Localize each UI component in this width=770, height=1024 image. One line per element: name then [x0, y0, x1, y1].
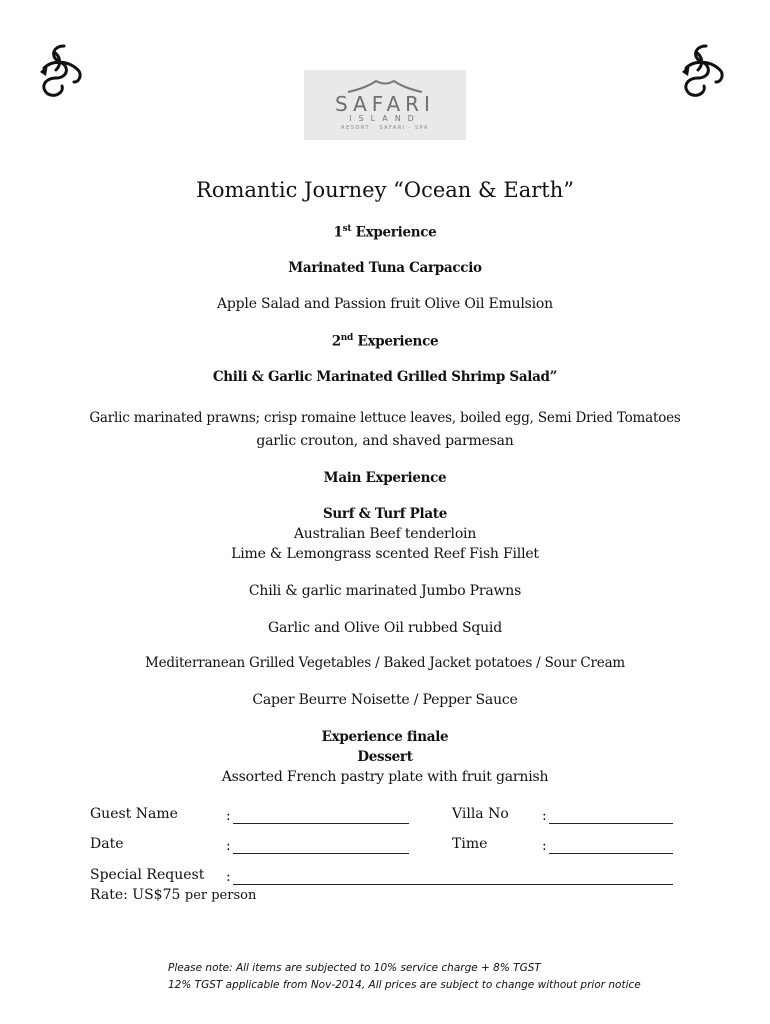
experience-1-number: 1 — [333, 224, 343, 241]
main-experience-heading: Main Experience — [323, 470, 447, 486]
main-item: Caper Beurre Noisette / Pepper Sauce — [252, 692, 518, 708]
logo-tagline: RESORT · SAFARI · SPA — [341, 125, 429, 131]
dish-2-description-line-2: garlic crouton, and shaved parmesan — [256, 433, 514, 449]
date-colon: : — [226, 838, 231, 854]
time-colon: : — [542, 838, 547, 854]
logo-sub: ISLAND — [349, 114, 421, 123]
experience-2-number: 2 — [331, 333, 341, 350]
guest-name-field[interactable] — [233, 823, 409, 824]
experience-1-heading — [0, 224, 770, 241]
special-request-label: Special Request — [90, 867, 205, 883]
dish-1-name: Marinated Tuna Carpaccio — [288, 260, 482, 276]
special-request-colon: : — [226, 869, 231, 885]
rate-value: US$75 — [132, 887, 181, 903]
logo — [304, 70, 466, 140]
ornament-left-icon — [34, 42, 86, 98]
date-label: Date — [90, 836, 124, 852]
villa-no-field[interactable] — [549, 823, 673, 824]
special-request-field[interactable] — [233, 884, 673, 885]
guest-name-colon: : — [226, 808, 231, 824]
experience-2-suffix: nd — [340, 333, 354, 343]
main-item: Chili & garlic marinated Jumbo Prawns — [248, 583, 522, 599]
rate — [90, 887, 256, 903]
finale-heading: Experience finale — [321, 729, 449, 745]
main-item: Lime & Lemongrass scented Reef Fish Fillet — [231, 546, 539, 562]
date-field[interactable] — [233, 853, 409, 854]
villa-no-label: Villa No — [452, 806, 509, 822]
logo-word: SAFARI — [335, 92, 435, 116]
dessert-description: Assorted French pastry plate with fruit garnish — [221, 769, 549, 785]
main-item: Garlic and Olive Oil rubbed Squid — [268, 620, 502, 636]
dish-2-name: Chili & Garlic Marinated Grilled Shrimp Salad” — [212, 369, 558, 385]
rate-label: Rate: — [90, 887, 128, 903]
villa-no-colon: : — [542, 808, 547, 824]
rate-unit: per person — [184, 888, 257, 903]
main-item: Australian Beef tenderloin — [293, 526, 477, 542]
dish-1-description: Apple Salad and Passion fruit Olive Oil Emulsion — [217, 296, 553, 312]
dessert-heading: Dessert — [357, 749, 413, 765]
menu-title: Romantic Journey “Ocean & Earth” — [196, 178, 574, 202]
note-line-2: 12% TGST applicable from Nov-2014, All prices are subject to change without prior notice — [168, 979, 641, 991]
guest-name-label: Guest Name — [90, 806, 178, 822]
experience-1-suffix: st — [342, 224, 352, 234]
experience-2-heading — [0, 333, 770, 350]
experience-2-label: Experience — [357, 333, 439, 350]
main-item: Mediterranean Grilled Vegetables / Baked Jacket potatoes / Sour Cream — [144, 655, 626, 671]
experience-1-label: Experience — [355, 224, 437, 241]
time-label: Time — [452, 836, 488, 852]
ornament-right-icon — [676, 42, 728, 98]
note-line-1: Please note: All items are subjected to 10% service charge + 8% TGST — [168, 962, 541, 974]
dish-2-description-line-1: Garlic marinated prawns; crisp romaine lettuce leaves, boiled egg, Semi Dried Tomatoes — [89, 410, 681, 426]
main-dish-name: Surf & Turf Plate — [322, 506, 448, 522]
time-field[interactable] — [549, 853, 673, 854]
